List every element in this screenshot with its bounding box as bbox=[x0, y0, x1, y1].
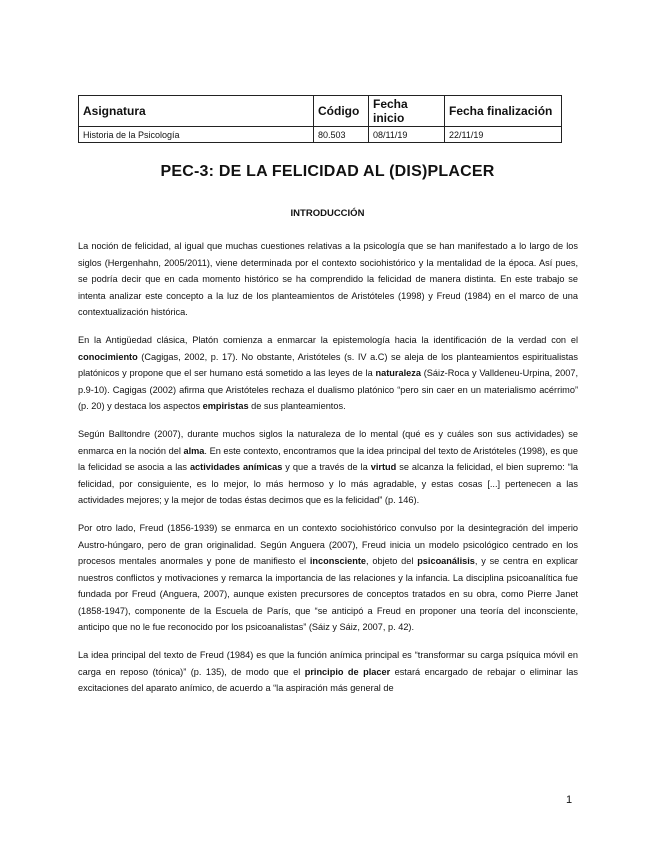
course-info-table bbox=[78, 95, 562, 143]
paragraph bbox=[78, 332, 578, 415]
bold-term: alma bbox=[183, 445, 205, 456]
bold-term: inconsciente bbox=[309, 556, 367, 567]
body-text bbox=[78, 238, 578, 708]
text-run: La idea principal del texto de Freud (1984) es que la función anímica principal es “transformar su carga psíquica móvil en carga en reposo (tónica)” (p. 135), de modo que el bbox=[78, 650, 578, 677]
text-run: y que a través de la bbox=[282, 462, 371, 473]
text-run: se alcanza la felicidad, el bien supremo: “la felicidad, por consiguiente, es lo mejor, lo más hermoso y lo más agradable, y estas cosas [...] pertenecen a las actividades mejores; y la mejor de todas éstas decimos que es la felicidad” (p. 146). bbox=[78, 462, 578, 506]
text-run: En la Antigüedad clásica, Platón comienza a enmarcar la epistemología hacia la identificación de la verdad con el bbox=[78, 334, 578, 345]
paragraph bbox=[78, 647, 578, 697]
cell-fecha-inicio: 08/11/19 bbox=[369, 127, 445, 143]
cell-fecha-finalizacion: 22/11/19 bbox=[445, 127, 562, 143]
course-info-header-row bbox=[79, 96, 562, 127]
text-run: de sus planteamientos. bbox=[248, 401, 346, 412]
bold-term: psicoanálisis bbox=[417, 556, 475, 567]
text-run: La noción de felicidad, al igual que muchas cuestiones relativas a la psicología que se han manifestado a lo largo de los siglos (Hergenhahn, 2005/2011), viene determinada por el contexto sociohistórico y la mentalidad de la época. Así pues, se podría decir que en cada momento histórico se ha comprendido la felicidad de manera distinta. En este trabajo se intenta analizar este concepto a la luz de los planteamientos de Aristóteles (1998) y Freud (1984) en el marco de una contextualización histórica. bbox=[78, 241, 578, 318]
text-run: Según Balltondre (2007), durante muchos siglos la naturaleza de lo mental (qué es y cuáles son sus actividades) se enmarca en la noción del bbox=[78, 428, 578, 456]
bold-term: principio de placer bbox=[304, 666, 391, 677]
paragraph bbox=[78, 520, 578, 636]
cell-codigo: 80.503 bbox=[314, 127, 369, 143]
page-number: 1 bbox=[566, 794, 573, 806]
header-codigo: Código bbox=[314, 96, 369, 127]
cell-asignatura: Historia de la Psicología bbox=[79, 127, 314, 143]
header-fecha-finalizacion: Fecha finalización bbox=[445, 96, 562, 127]
bold-term: virtud bbox=[370, 462, 397, 473]
paragraph bbox=[78, 238, 578, 321]
bold-term: actividades anímicas bbox=[189, 462, 283, 473]
text-run: (Sáiz-Roca y Valldeneu-Urpina, 2007, p.9-10). Cagigas (2002) afirma que Aristóteles rechaza el dualismo platónico “pero sin caer en un materialismo acérrimo” (p. 20) y destaca los aspectos bbox=[78, 368, 578, 412]
text-run: , y se centra en explicar nuestros conflictos y motivaciones y remarca la importancia de las relaciones y la infancia. La disciplina psicoanalítica fue fundada por Freud (Anguera, 2007), aunque existen precursores de conceptos tratados en su obra, como Pierre Janet (1858-1947), componente de la Escuela de París, que “se anticipó a Freud en proponer una teoría del inconsciente, anticipo que no le fue reconocido por los psicoanalistas” (Sáiz y Sáiz, 2007, p. 42). bbox=[78, 556, 578, 633]
paragraph bbox=[78, 426, 578, 509]
header-fecha-inicio: Fecha inicio bbox=[369, 96, 445, 127]
bold-term: naturaleza bbox=[375, 368, 421, 379]
course-info-row bbox=[79, 127, 562, 143]
bold-term: empiristas bbox=[202, 401, 249, 412]
text-run: . En este contexto, encontramos que la idea principal del texto de Aristóteles (1998), es que la felicidad se asocia a las bbox=[78, 445, 578, 473]
text-run: estará encargado de rebajar o eliminar las excitaciones del aparato anímico, de acuerdo a “la aspiración más general de bbox=[78, 666, 579, 694]
document-title: PEC-3: DE LA FELICIDAD AL (DIS)PLACER bbox=[160, 163, 495, 180]
text-run: Por otro lado, Freud (1856-1939) se enmarca en un contexto sociohistórico convulso por la desintegración del imperio Austro-húngaro, pero de gran originalidad. Según Anguera (2007), Freud inicia un modelo psicológico centrado en los procesos mentales anormales y pone de manifiesto el bbox=[78, 522, 578, 567]
bold-term: conocimiento bbox=[78, 351, 138, 362]
text-run: , objeto del bbox=[366, 556, 418, 567]
section-heading: INTRODUCCIÓN bbox=[290, 208, 365, 219]
header-asignatura: Asignatura bbox=[79, 96, 314, 127]
text-run: (Cagigas, 2002, p. 17). No obstante, Aristóteles (s. IV a.C) se aleja de los planteamientos espiritualistas platónicos y propone que el ser humano está sometido a las leyes de la bbox=[78, 351, 578, 379]
